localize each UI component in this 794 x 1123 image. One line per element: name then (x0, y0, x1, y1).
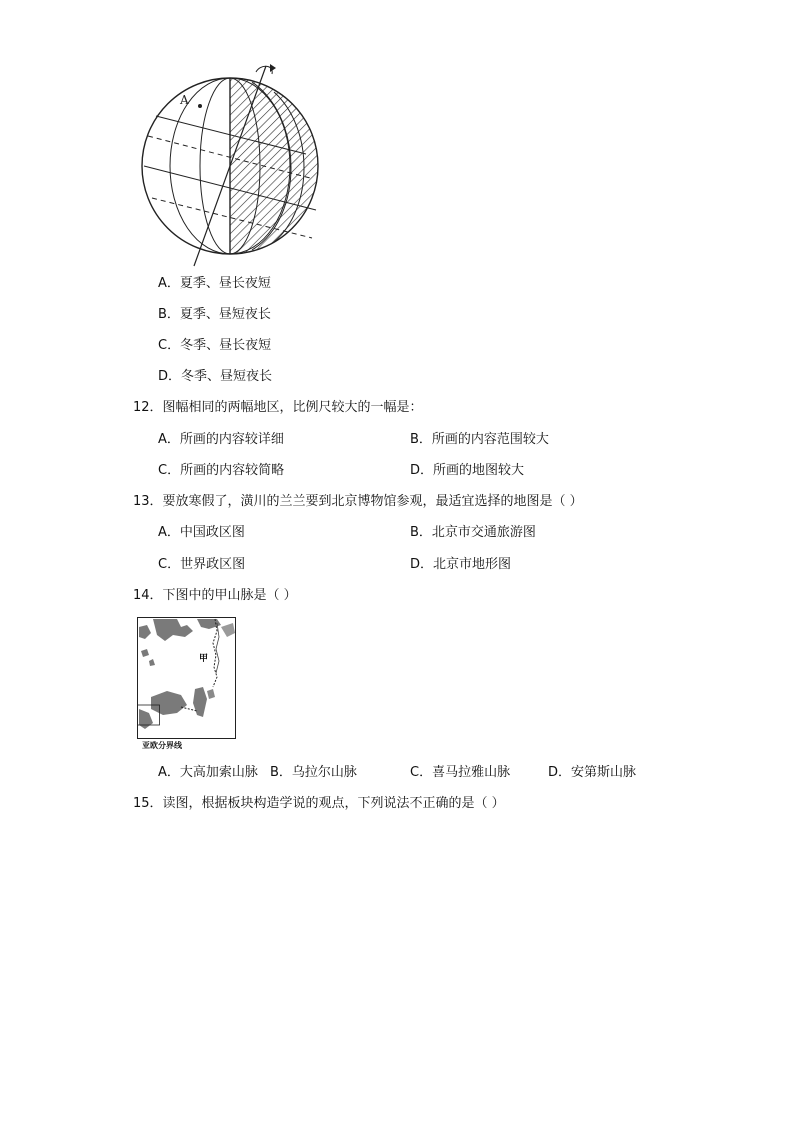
q15-stem: 15．读图，根据板块构造学说的观点，下列说法不正确的是（ ） (133, 796, 505, 811)
q12-stem: 12．图幅相同的两幅地区，比例尺较大的一幅是： (133, 400, 423, 415)
q13-option-b[interactable]: B．北京市交通旅游图 (410, 525, 536, 540)
q14-stem: 14．下图中的甲山脉是（ ） (133, 588, 297, 603)
q11-option-a[interactable]: A．夏季、昼长夜短 (158, 276, 271, 291)
q11-option-b[interactable]: B．夏季、昼短夜长 (158, 307, 271, 322)
ural-map-figure (137, 617, 237, 739)
globe-figure (134, 58, 326, 268)
q11-option-d[interactable]: D．冬季、昼短夜长 (158, 369, 273, 384)
q12-option-b[interactable]: B．所画的内容范围较大 (410, 432, 549, 447)
globe-label-a: A (180, 93, 189, 107)
q13-option-d[interactable]: D．北京市地形图 (410, 557, 512, 572)
map-label-jia: 甲 (199, 654, 209, 664)
q12-option-d[interactable]: D．所画的地图较大 (410, 463, 525, 478)
q14-option-c[interactable]: C．喜马拉雅山脉 (410, 765, 511, 780)
q12-option-a[interactable]: A．所画的内容较详细 (158, 432, 284, 447)
q14-option-b[interactable]: B．乌拉尔山脉 (270, 765, 357, 780)
q13-stem: 13．要放寒假了，潢川的兰兰要到北京博物馆参观，最适宜选择的地图是（ ） (133, 494, 583, 509)
q13-option-a[interactable]: A．中国政区图 (158, 525, 245, 540)
map-caption: 亚欧分界线 (142, 741, 182, 750)
q14-option-d[interactable]: D．安第斯山脉 (548, 765, 637, 780)
q11-option-c[interactable]: C．冬季、昼长夜短 (158, 338, 272, 353)
q13-option-c[interactable]: C．世界政区图 (158, 557, 246, 572)
q14-option-a[interactable]: A．大高加索山脉 (158, 765, 258, 780)
q12-option-c[interactable]: C．所画的内容较简略 (158, 463, 285, 478)
